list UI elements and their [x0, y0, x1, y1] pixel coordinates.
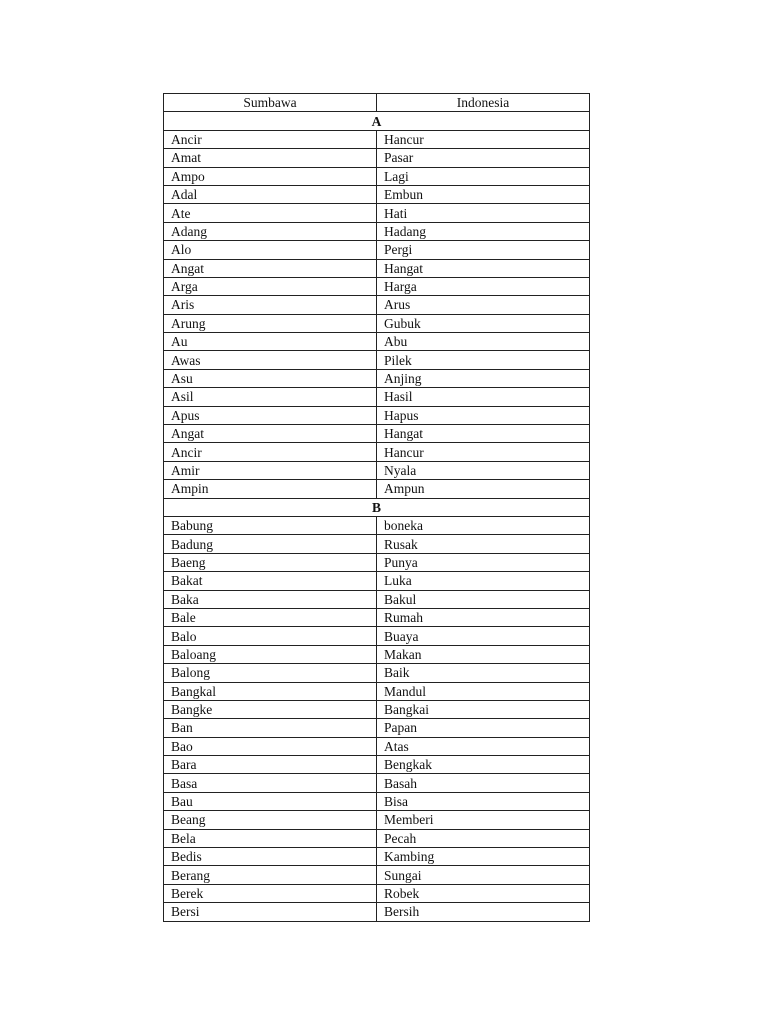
sumbawa-word: Au	[164, 333, 377, 351]
indonesia-word: Ampun	[377, 480, 590, 498]
indonesia-word: Gubuk	[377, 314, 590, 332]
table-row	[164, 185, 590, 203]
sumbawa-word: Bersi	[164, 903, 377, 921]
table-row	[164, 848, 590, 866]
sumbawa-word: Ate	[164, 204, 377, 222]
table-row	[164, 388, 590, 406]
indonesia-word: Hangat	[377, 425, 590, 443]
sumbawa-word: Ampo	[164, 167, 377, 185]
indonesia-word: Bisa	[377, 792, 590, 810]
table-row	[164, 664, 590, 682]
sumbawa-word: Baeng	[164, 553, 377, 571]
indonesia-word: Lagi	[377, 167, 590, 185]
sumbawa-word: Bela	[164, 829, 377, 847]
table-row	[164, 682, 590, 700]
table-row	[164, 480, 590, 498]
indonesia-word: Harga	[377, 277, 590, 295]
sumbawa-word: Beang	[164, 811, 377, 829]
indonesia-word: Pecah	[377, 829, 590, 847]
indonesia-word: Hancur	[377, 130, 590, 148]
sumbawa-word: Bakat	[164, 572, 377, 590]
sumbawa-word: Adang	[164, 222, 377, 240]
indonesia-word: Rusak	[377, 535, 590, 553]
indonesia-word: Pergi	[377, 241, 590, 259]
table-row	[164, 296, 590, 314]
column-header-sumbawa: Sumbawa	[164, 94, 377, 112]
indonesia-word: Basah	[377, 774, 590, 792]
table-row	[164, 241, 590, 259]
indonesia-word: Pilek	[377, 351, 590, 369]
table-row	[164, 535, 590, 553]
sumbawa-word: Bau	[164, 792, 377, 810]
sumbawa-word: Bangkal	[164, 682, 377, 700]
sumbawa-word: Apus	[164, 406, 377, 424]
table-row	[164, 829, 590, 847]
indonesia-word: Papan	[377, 719, 590, 737]
sumbawa-word: Basa	[164, 774, 377, 792]
table-row	[164, 590, 590, 608]
sumbawa-word: Angat	[164, 259, 377, 277]
indonesia-word: boneka	[377, 516, 590, 534]
table-row	[164, 314, 590, 332]
sumbawa-word: Berek	[164, 884, 377, 902]
indonesia-word: Buaya	[377, 627, 590, 645]
sumbawa-word: Bara	[164, 756, 377, 774]
table-row	[164, 461, 590, 479]
sumbawa-word: Angat	[164, 425, 377, 443]
indonesia-word: Nyala	[377, 461, 590, 479]
table-row	[164, 792, 590, 810]
table-row	[164, 572, 590, 590]
indonesia-word: Hasil	[377, 388, 590, 406]
table-row	[164, 774, 590, 792]
sumbawa-word: Arung	[164, 314, 377, 332]
indonesia-word: Punya	[377, 553, 590, 571]
indonesia-word: Atas	[377, 737, 590, 755]
indonesia-word: Baik	[377, 664, 590, 682]
table-row	[164, 351, 590, 369]
sumbawa-word: Babung	[164, 516, 377, 534]
sumbawa-word: Ampin	[164, 480, 377, 498]
sumbawa-word: Alo	[164, 241, 377, 259]
table-row	[164, 903, 590, 921]
indonesia-word: Hati	[377, 204, 590, 222]
table-row	[164, 884, 590, 902]
sumbawa-word: Ancir	[164, 130, 377, 148]
sumbawa-word: Bangke	[164, 700, 377, 718]
table-row	[164, 811, 590, 829]
table-row	[164, 204, 590, 222]
indonesia-word: Hapus	[377, 406, 590, 424]
table-row	[164, 277, 590, 295]
table-row	[164, 222, 590, 240]
sumbawa-word: Baloang	[164, 645, 377, 663]
indonesia-word: Luka	[377, 572, 590, 590]
indonesia-word: Abu	[377, 333, 590, 351]
sumbawa-word: Aris	[164, 296, 377, 314]
section-letter: A	[164, 112, 590, 130]
indonesia-word: Bakul	[377, 590, 590, 608]
sumbawa-word: Balo	[164, 627, 377, 645]
sumbawa-word: Bedis	[164, 848, 377, 866]
indonesia-word: Bersih	[377, 903, 590, 921]
sumbawa-word: Bale	[164, 608, 377, 626]
indonesia-word: Sungai	[377, 866, 590, 884]
table-row	[164, 700, 590, 718]
sumbawa-word: Ancir	[164, 443, 377, 461]
indonesia-word: Rumah	[377, 608, 590, 626]
table-header	[164, 94, 590, 112]
table-row	[164, 130, 590, 148]
section-letter: B	[164, 498, 590, 516]
table-row	[164, 553, 590, 571]
indonesia-word: Hancur	[377, 443, 590, 461]
indonesia-word: Bangkai	[377, 700, 590, 718]
indonesia-word: Kambing	[377, 848, 590, 866]
column-header-indonesia: Indonesia	[377, 94, 590, 112]
table-row	[164, 645, 590, 663]
table-row	[164, 719, 590, 737]
table-row	[164, 369, 590, 387]
indonesia-word: Bengkak	[377, 756, 590, 774]
sumbawa-word: Amat	[164, 149, 377, 167]
sumbawa-word: Berang	[164, 866, 377, 884]
section-row	[164, 112, 590, 130]
indonesia-word: Anjing	[377, 369, 590, 387]
sumbawa-word: Asil	[164, 388, 377, 406]
sumbawa-word: Bao	[164, 737, 377, 755]
table-row	[164, 333, 590, 351]
dictionary-table	[163, 93, 590, 922]
sumbawa-word: Ban	[164, 719, 377, 737]
table-row	[164, 259, 590, 277]
indonesia-word: Hangat	[377, 259, 590, 277]
table-body	[164, 112, 590, 921]
sumbawa-word: Amir	[164, 461, 377, 479]
sumbawa-word: Awas	[164, 351, 377, 369]
indonesia-word: Pasar	[377, 149, 590, 167]
indonesia-word: Arus	[377, 296, 590, 314]
table-row	[164, 866, 590, 884]
indonesia-word: Robek	[377, 884, 590, 902]
table-row	[164, 443, 590, 461]
table-row	[164, 149, 590, 167]
indonesia-word: Mandul	[377, 682, 590, 700]
table-row	[164, 516, 590, 534]
header-row	[164, 94, 590, 112]
sumbawa-word: Badung	[164, 535, 377, 553]
table-row	[164, 627, 590, 645]
indonesia-word: Hadang	[377, 222, 590, 240]
table-row	[164, 737, 590, 755]
indonesia-word: Memberi	[377, 811, 590, 829]
table-row	[164, 425, 590, 443]
table-row	[164, 756, 590, 774]
sumbawa-word: Adal	[164, 185, 377, 203]
section-row	[164, 498, 590, 516]
table-row	[164, 608, 590, 626]
sumbawa-word: Asu	[164, 369, 377, 387]
sumbawa-word: Balong	[164, 664, 377, 682]
table-row	[164, 406, 590, 424]
indonesia-word: Makan	[377, 645, 590, 663]
sumbawa-word: Baka	[164, 590, 377, 608]
indonesia-word: Embun	[377, 185, 590, 203]
sumbawa-word: Arga	[164, 277, 377, 295]
table-row	[164, 167, 590, 185]
